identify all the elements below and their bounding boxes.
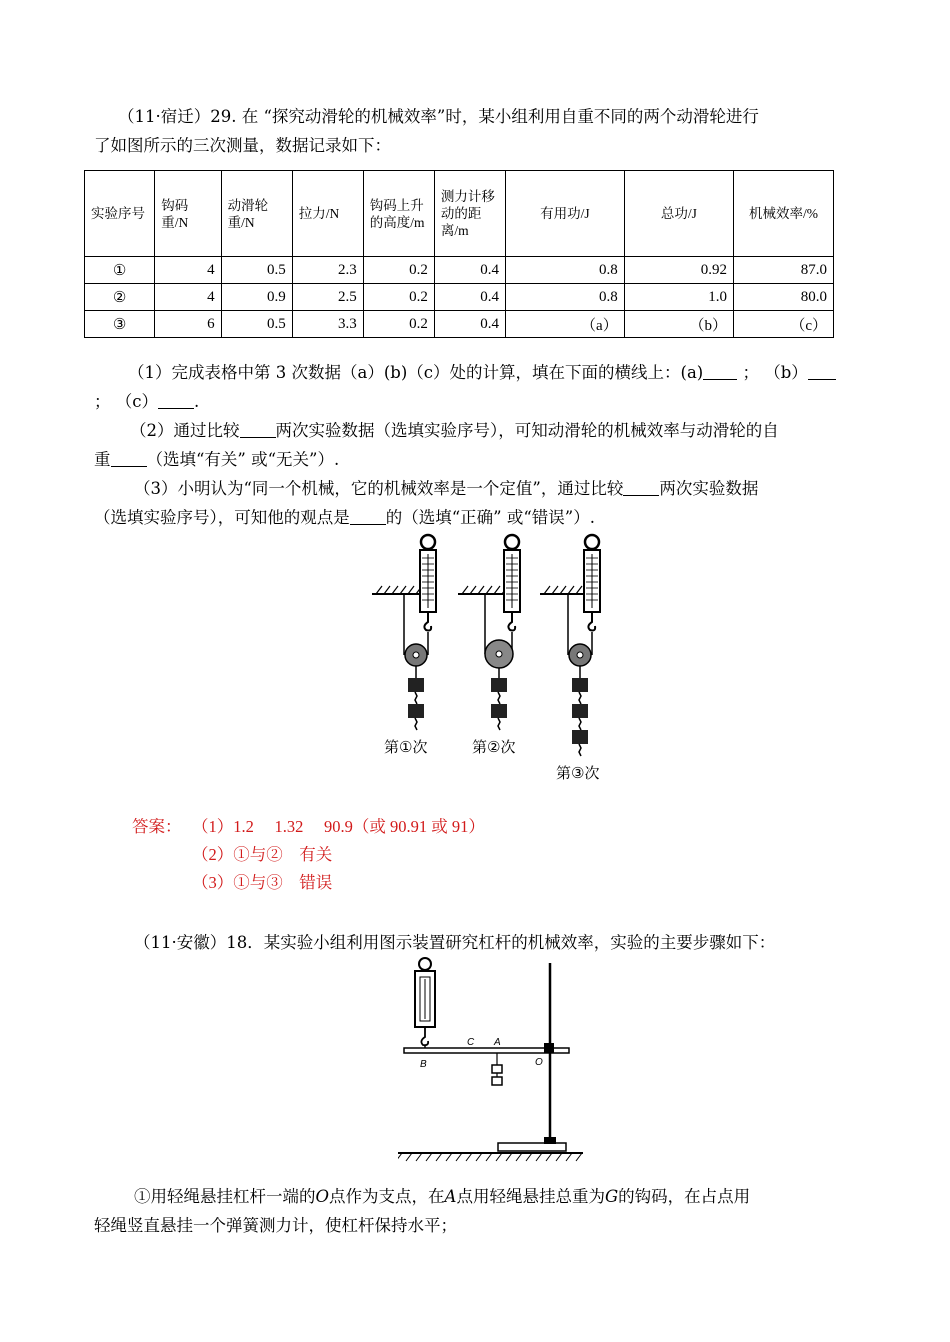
q18-step1-line2: 轻绳竖直悬挂一个弹簧测力计，使杠杆保持水平； (94, 1216, 457, 1235)
opinion-blank[interactable] (350, 507, 386, 525)
table-cell: 0.8 (505, 257, 624, 284)
header-cell: 有用功/J (505, 171, 624, 257)
header-cell: 总功/J (624, 171, 733, 257)
answer-blank-c[interactable] (158, 391, 194, 409)
answer-line-2: （2）①与② 有关 (192, 845, 333, 864)
table-cell: ① (85, 257, 155, 284)
answer-blank-a[interactable] (703, 362, 737, 380)
point-label-c: C (467, 1037, 475, 1048)
compare-blank-2[interactable] (623, 478, 659, 496)
table-cell: ③ (85, 311, 155, 338)
table-row (85, 284, 834, 311)
q29-sub1-line1: （1）完成表格中第 3 次数据（a）(b)（c）处的计算，填在下面的横线上：(a) ； （b） (94, 359, 858, 387)
q29-intro-line1: （11·宿迁）29. 在 “探究动滑轮的机械效率”时，某小组利用自重不同的两个动滑轮进行 (118, 107, 759, 126)
q29-sub2-line1: （2）通过比较 两次实验数据（选填实验序号），可知动滑轮的机械效率与动滑轮的自 (130, 421, 779, 440)
pulley-figure (360, 530, 660, 790)
table-cell: 0.4 (434, 257, 505, 284)
compare-blank[interactable] (240, 420, 276, 438)
table-cell: 0.92 (624, 257, 733, 284)
table-cell: （a） (505, 311, 624, 338)
relation-blank[interactable] (111, 449, 147, 467)
table-cell: ② (85, 284, 155, 311)
table-cell: 4 (155, 284, 221, 311)
table-cell: 87.0 (734, 257, 834, 284)
setup-3 (540, 535, 600, 756)
header-cell: 动滑轮重/N (221, 171, 292, 257)
answer-line-3: （3）①与③ 错误 (192, 873, 333, 892)
answer-line-1: （1）1.2 1.32 90.9（或 90.91 或 91） (192, 817, 485, 836)
table-cell: 0.2 (363, 284, 434, 311)
setup-2 (458, 535, 520, 730)
table-cell: 3.3 (292, 311, 363, 338)
table-cell: 0.8 (505, 284, 624, 311)
table-cell: 0.4 (434, 284, 505, 311)
q29-sub3-line1: （3）小明认为“同一个机械，它的机械效率是一个定值”，通过比较 两次实验数据 (134, 479, 759, 498)
table-cell: 0.2 (363, 257, 434, 284)
q29-sub1-line2: ； （c） . (94, 392, 200, 411)
table-cell: （c） (734, 311, 834, 338)
table-cell: 0.9 (221, 284, 292, 311)
table-header-row (85, 171, 834, 257)
table-row (85, 311, 834, 338)
header-cell: 实验序号 (85, 171, 155, 257)
q18-step1-line1: ①用轻绳悬挂杠杆一端的O点作为支点，在A点用轻绳悬挂总重为G的钩码，在占点用 (134, 1187, 751, 1206)
q29-sub3-line2: （选填实验序号），可知他的观点是 的（选填“正确” 或“错误”）. (94, 508, 595, 527)
answer-blank-b[interactable] (808, 362, 836, 380)
setup-1 (372, 535, 436, 730)
figure-label-1: 第①次 (384, 739, 428, 756)
table-cell: 0.2 (363, 311, 434, 338)
point-label-b: B (420, 1059, 427, 1070)
answer-label: 答案： (132, 817, 182, 836)
figure-label-3: 第③次 (556, 765, 600, 782)
table-cell: 80.0 (734, 284, 834, 311)
point-label-o: O (535, 1057, 543, 1068)
table-cell: 1.0 (624, 284, 733, 311)
table-cell: （b） (624, 311, 733, 338)
header-cell: 机械效率/% (734, 171, 834, 257)
table-cell: 2.3 (292, 257, 363, 284)
table-cell: 0.5 (221, 311, 292, 338)
q29-sub2-line2: 重 （选填“有关” 或“无关”）. (94, 450, 340, 469)
q18-intro: （11·安徽）18．某实验小组利用图示装置研究杠杆的机械效率，实验的主要步骤如下： (134, 933, 776, 952)
header-cell: 拉力/N (292, 171, 363, 257)
figure-label-2: 第②次 (472, 739, 516, 756)
table-row (85, 257, 834, 284)
table-cell: 4 (155, 257, 221, 284)
point-label-a: A (494, 1037, 501, 1048)
table-cell: 2.5 (292, 284, 363, 311)
q29-intro-line2: 了如图所示的三次测量，数据记录如下： (94, 136, 391, 155)
lever-figure (398, 955, 583, 1165)
header-cell: 钩码重/N (155, 171, 221, 257)
header-cell: 测力计移动的距离/m (434, 171, 505, 257)
table-cell: 0.5 (221, 257, 292, 284)
header-cell: 钩码上升的高度/m (363, 171, 434, 257)
table-cell: 0.4 (434, 311, 505, 338)
table-cell: 6 (155, 311, 221, 338)
data-table (84, 170, 834, 338)
